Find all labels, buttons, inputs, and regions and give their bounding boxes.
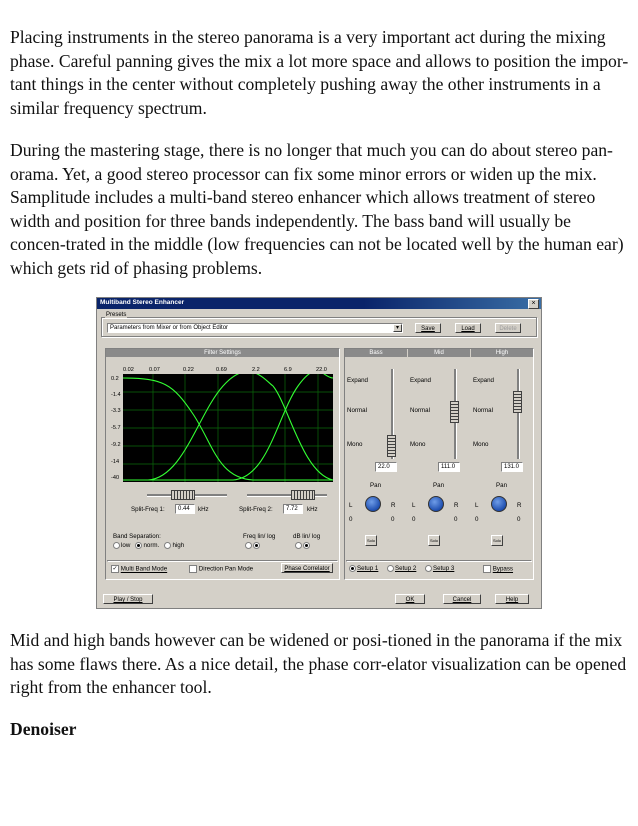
pan-label: Pan — [433, 482, 445, 489]
pan-label: Pan — [370, 482, 382, 489]
pan-l-label: L — [349, 502, 353, 509]
divider — [107, 560, 338, 562]
checkbox-icon — [189, 565, 197, 573]
direction-pan-mode-checkbox[interactable] — [189, 565, 253, 573]
pan-label: Pan — [496, 482, 508, 489]
bass-pan-knob[interactable] — [365, 496, 381, 512]
band-high — [471, 349, 533, 559]
split-freq-1-field[interactable] — [175, 504, 195, 514]
cancel-button[interactable]: Cancel — [443, 594, 481, 604]
load-button[interactable]: Load — [455, 323, 481, 333]
filter-settings-header: Filter Settings — [106, 349, 339, 357]
divider — [346, 560, 532, 562]
y-tick: -5.7 — [111, 425, 121, 431]
band-bass-header: Bass — [345, 349, 407, 357]
mid-pan-knob[interactable] — [428, 496, 444, 512]
setup-3-radio[interactable] — [425, 565, 454, 572]
band-sep-high[interactable] — [164, 542, 184, 549]
band-sep-norm-label: norm. — [143, 542, 160, 550]
db-lin-log-options[interactable] — [295, 542, 311, 549]
bass-width-value: 22.0 — [378, 464, 390, 470]
x-tick: 0.02 — [123, 367, 134, 373]
mid-width-slider[interactable] — [450, 401, 459, 423]
split-freq-2-value: 7.72 — [286, 506, 298, 512]
ok-button[interactable]: OK — [395, 594, 425, 604]
radio-icon — [164, 542, 171, 549]
radio-selected-icon — [349, 565, 356, 572]
radio-icon — [295, 542, 302, 549]
dialog-title: Multiband Stereo Enhancer — [100, 299, 185, 306]
checkbox-icon — [483, 565, 491, 573]
high-width-value: 131.0 — [504, 464, 520, 470]
pan-zero-label: 0 — [517, 516, 521, 523]
setup-2-radio[interactable] — [387, 565, 416, 572]
bass-solo-button[interactable]: Solo — [365, 535, 377, 546]
freq-lin-log-options[interactable] — [245, 542, 261, 549]
paragraph-mid-high-bands: Mid and high bands however can be widened or posi-tioned in the panorama if the mix has some flaws there. As a nice detail, the phase corr-elator visualization can be opened right from the enhancer tool. — [10, 630, 627, 697]
split-freq-1-label: Split-Freq 1: — [131, 506, 165, 513]
normal-label: Normal — [473, 407, 493, 414]
pan-zero-label: 0 — [475, 516, 479, 523]
split-freq-2-slider[interactable] — [291, 490, 315, 500]
pan-l-label: L — [475, 502, 479, 509]
y-tick: -1.4 — [111, 392, 121, 398]
phase-correlator-button[interactable]: Phase Correlator — [281, 563, 333, 573]
split-freq-2-track — [247, 494, 327, 497]
direction-pan-mode-label: Direction Pan Mode — [198, 565, 254, 573]
bass-width-slider[interactable] — [387, 435, 396, 457]
pan-zero-label: 0 — [391, 516, 395, 523]
radio-selected-icon — [253, 542, 260, 549]
multi-band-mode-checkbox[interactable] — [111, 565, 167, 573]
y-tick: -3.3 — [111, 408, 121, 414]
band-separation-label: Band Separation: — [113, 533, 161, 540]
y-tick: -40 — [111, 475, 120, 481]
mid-solo-button[interactable]: Solo — [428, 535, 440, 546]
split-freq-2-label: Split-Freq 2: — [239, 506, 273, 513]
pan-zero-label: 0 — [412, 516, 416, 523]
band-mid-header: Mid — [408, 349, 470, 357]
stereo-enhancer-screenshot — [96, 297, 542, 609]
radio-icon — [425, 565, 432, 572]
mono-label: Mono — [473, 441, 489, 448]
setup-1-label: Setup 1 — [357, 565, 379, 573]
high-width-slider[interactable] — [513, 391, 522, 413]
x-tick: 22.0 — [316, 367, 327, 373]
paragraph-stereo-panorama: Placing instruments in the stereo panorama is a very important act during the mixing phase. Careful panning gives the mix a lot more space and allows to position the impor-tant things in the center without completely pushing away the other instruments in a similar frequency spectrum. — [10, 27, 629, 118]
chevron-down-icon[interactable]: ▾ — [393, 324, 402, 332]
expand-label: Expand — [410, 377, 431, 384]
radio-icon — [113, 542, 120, 549]
dialog-titlebar — [97, 298, 541, 309]
pan-zero-label: 0 — [349, 516, 353, 523]
band-sep-high-label: high — [172, 542, 185, 550]
setup-1-radio[interactable] — [349, 565, 378, 572]
split-freq-1-value: 0.44 — [178, 506, 190, 512]
save-button[interactable]: Save — [415, 323, 441, 333]
band-sep-norm[interactable] — [135, 542, 159, 549]
normal-label: Normal — [347, 407, 367, 414]
high-solo-button[interactable]: Solo — [491, 535, 503, 546]
y-tick: -14 — [111, 459, 120, 465]
split-freq-2-field[interactable] — [283, 504, 303, 514]
setup-3-label: Setup 3 — [433, 565, 455, 573]
checkbox-checked-icon: ✓ — [112, 566, 118, 572]
mono-label: Mono — [410, 441, 426, 448]
mid-width-field[interactable] — [438, 462, 460, 472]
x-tick: 6.9 — [284, 367, 292, 373]
mono-label: Mono — [347, 441, 363, 448]
presets-label: Presets — [106, 312, 127, 318]
split-freq-1-slider[interactable] — [171, 490, 195, 500]
x-tick: 0.69 — [216, 367, 227, 373]
y-tick: 0.2 — [111, 376, 119, 382]
radio-selected-icon — [303, 542, 310, 549]
x-tick: 0.22 — [183, 367, 194, 373]
paragraph-mastering-stage: During the mastering stage, there is no longer that much you can do about stereo pan-orama. Yet, a good stereo processor can fix some minor errors or widen up the mix. Samplitude includes a multi-band stereo enhancer which allows treatment of stereo width and position for three bands independently. The bass band will usually be concen-trated in the middle (low frequencies can not be located well by the human ear) which gets rid of phasing problems. — [10, 140, 624, 278]
band-sep-low[interactable] — [113, 542, 130, 549]
x-tick: 0.07 — [149, 367, 160, 373]
mid-width-value: 111.0 — [441, 464, 456, 470]
help-button[interactable]: Help — [495, 594, 529, 604]
multi-band-mode-label: Multi Band Mode — [120, 565, 168, 573]
band-sep-low-label: low — [121, 542, 131, 550]
band-bass — [345, 349, 407, 559]
expand-label: Expand — [347, 377, 368, 384]
play-stop-button[interactable]: Play / Stop — [103, 594, 153, 604]
y-tick: -9.2 — [111, 442, 121, 448]
x-tick: 2.2 — [252, 367, 260, 373]
radio-icon — [245, 542, 252, 549]
pan-r-label: R — [391, 502, 396, 509]
filter-graph — [123, 374, 333, 482]
preset-select[interactable] — [107, 323, 403, 333]
pan-r-label: R — [517, 502, 522, 509]
freq-lin-log-label: Freq lin/ log — [243, 533, 276, 540]
radio-selected-icon — [135, 542, 142, 549]
preset-value: Parameters from Mixer or from Object Editor — [110, 325, 229, 331]
section-heading: Denoiser — [10, 719, 77, 739]
close-icon[interactable]: × — [528, 299, 539, 309]
high-width-field[interactable] — [501, 462, 523, 472]
db-lin-log-label: dB lin/ log — [293, 533, 321, 540]
band-separation-options — [113, 542, 184, 549]
normal-label: Normal — [410, 407, 430, 414]
bass-width-field[interactable] — [375, 462, 397, 472]
split-freq-2-unit: kHz — [307, 506, 318, 513]
bypass-label: Bypass — [492, 565, 514, 573]
radio-icon — [387, 565, 394, 572]
band-mid — [408, 349, 470, 559]
bypass-checkbox[interactable] — [483, 565, 513, 573]
expand-label: Expand — [473, 377, 494, 384]
width-track — [517, 369, 520, 459]
pan-zero-label: 0 — [454, 516, 458, 523]
high-pan-knob[interactable] — [491, 496, 507, 512]
band-high-header: High — [471, 349, 533, 357]
setup-2-label: Setup 2 — [395, 565, 417, 573]
split-freq-1-unit: kHz — [198, 506, 209, 513]
delete-button[interactable]: Delete — [495, 323, 521, 333]
pan-r-label: R — [454, 502, 459, 509]
pan-l-label: L — [412, 502, 416, 509]
